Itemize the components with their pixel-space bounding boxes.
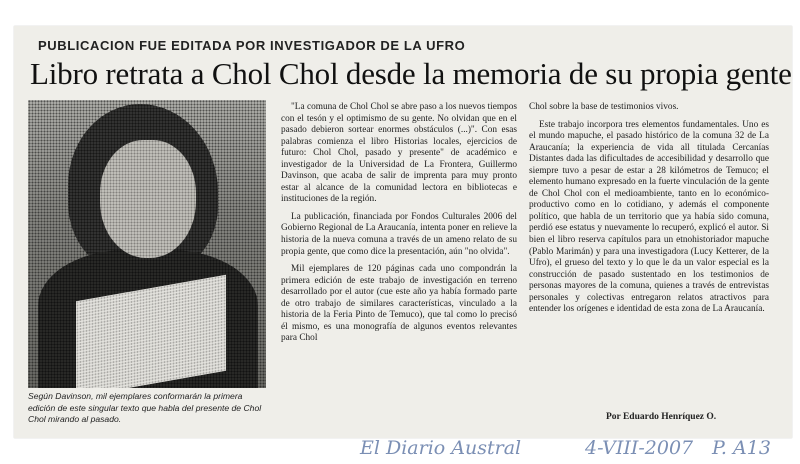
author-photo: [28, 100, 266, 388]
article-column-2: [529, 102, 769, 402]
column1-paragraph-1: "La comuna de Chol Chol se abre paso a los nuevos tiempos con el tesón y el optimismo de su gente. No olvidan que en el pasado debieron sortear enormes obstáculos (...)". Con esas palabras comienza el libro Historias locales, ejercicios de futuro: Chol Chol, pasado y presente" de académico e investigador de la Universidad de La Frontera, Guillermo Davinson, que acaba de salir de imprenta para muy pronto estar al alcance de la comunidad lectora en bibliotecas e instituciones de la región.: [281, 102, 517, 205]
column1-paragraph-3: Mil ejemplares de 120 páginas cada uno compondrán la primera edición de este trabajo de investigación en terreno desarrollado por el autor (cue este año ya había formado parte de otro trabajo de similares características, vinculado a la historia de la Feria Pinto de Temuco), que tal como lo precisó él mismo, es una monografía de algunos eventos relevantes para Chol: [281, 264, 517, 344]
column1-paragraph-2: La publicación, financiada por Fondos Culturales 2006 del Gobierno Regional de La Araucanía, intenta poner en relieve la historia de la nueva comuna a través de un ameno relato de su propia gente, que como dice la presentación, aún "no olvida".: [281, 211, 517, 257]
column2-paragraph-2: Este trabajo incorpora tres elementos fundamentales. Uno es el mundo mapuche, el pasado histórico de la comuna 32 de La Araucanía; la experiencia de vida all titulada Cercanías Distantes dada las dificultades de accesibilidad y desarrollo que siempre tuvo a pesar de estar a 28 kilómetros de Temuco; el elemento humano expresado en la fuerte vinculación de la gente de Chol Chol con el medioambiente, tanto en lo económico-productivo como en lo cotidiano, y además el componente político, que habla de un territorio que ya había sido comuna, perdió ese estatus y nuevamente lo recuperó, explicó el autor. Si bien el libro reserva capítulos para un etnohistoriador mapuche (Pablo Marimán) y para una investigadora (Lucy Ketterer, de la Ufro), el grueso del texto y lo que le da un valor especial es la construcción de pasado sustentado en los testimonios de personas mayores de la comuna, quienes a través de entrevistas personales y colectivas entregaron relatos atractivos para entender los orígenes e identidad de esta zona de La Araucanía.: [529, 119, 769, 315]
article-headline: Libro retrata a Chol Chol desde la memoria de su propia gente: [30, 56, 792, 91]
article-kicker: PUBLICACION FUE EDITADA POR INVESTIGADOR DE LA UFRO: [38, 38, 466, 53]
article-byline: Por Eduardo Henríquez O.: [606, 412, 717, 422]
handwritten-date: 4-VIII-2007: [585, 437, 694, 459]
column2-paragraph-1: Chol sobre la base de testimonios vivos.: [529, 102, 679, 112]
photo-face-shape: [100, 140, 196, 258]
article-column-1: [281, 102, 517, 420]
handwritten-page: P. A13: [712, 437, 771, 459]
photo-caption: Según Davinson, mil ejemplares conformarán la primera edición de este singular texto que habla del presente de Chol Chol mirando al pasado.: [28, 391, 262, 424]
handwritten-source: El Diario Austral: [360, 437, 522, 459]
